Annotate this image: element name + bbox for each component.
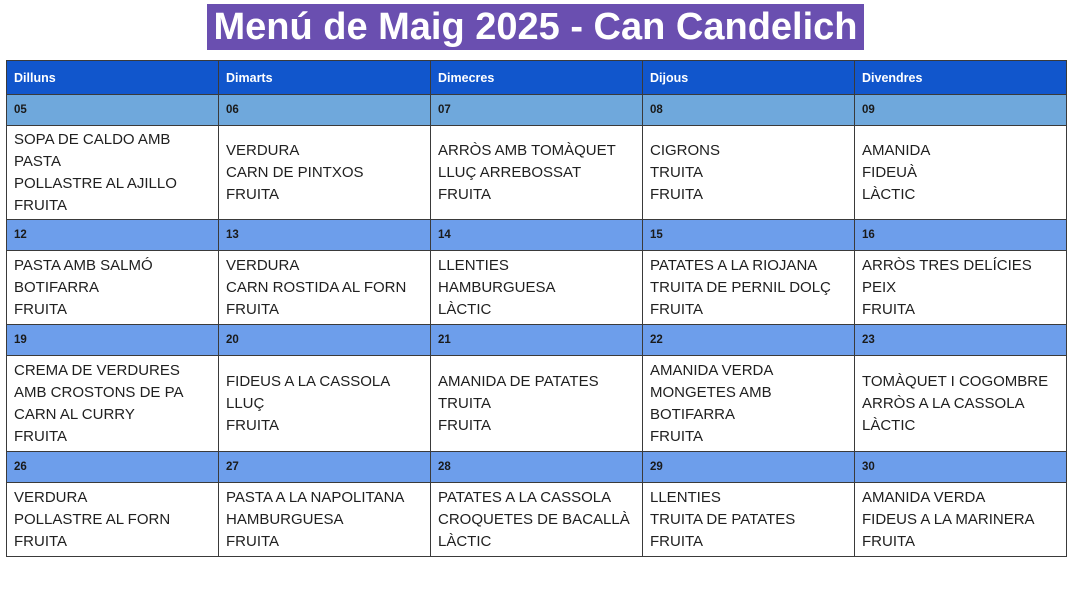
meal-item: TOMÀQUET I COGOMBRE xyxy=(862,372,1049,390)
meal-item: HAMBURGUESA xyxy=(438,278,556,296)
date-cell-wednesday: 07 xyxy=(431,95,643,126)
day-header-wednesday: Dimecres xyxy=(431,61,643,95)
date-cell-monday: 26 xyxy=(7,452,219,483)
meal-item: PATATES A LA RIOJANA xyxy=(650,256,818,274)
meal-item: FRUITA xyxy=(226,532,280,550)
date-row xyxy=(7,325,1067,356)
meal-item: TRUITA DE PATATES xyxy=(650,510,796,528)
meal-item: VERDURA xyxy=(226,141,300,159)
title-wrapper xyxy=(0,4,1071,50)
meal-item: FRUITA xyxy=(438,185,492,203)
date-cell-wednesday: 14 xyxy=(431,220,643,251)
meal-item: BOTIFARRA xyxy=(650,405,736,423)
meal-item: LÀCTIC xyxy=(438,300,492,318)
meal-cell-thursday xyxy=(643,126,855,220)
meal-item: AMANIDA VERDA xyxy=(862,488,986,506)
meal-cell-thursday xyxy=(643,356,855,452)
meal-item: PASTA AMB SALMÓ xyxy=(14,256,153,274)
date-cell-tuesday: 27 xyxy=(219,452,431,483)
meal-item: FRUITA xyxy=(226,300,280,318)
date-cell-monday: 05 xyxy=(7,95,219,126)
meal-item: POLLASTRE AL FORN xyxy=(14,510,171,528)
day-header-thursday: Dijous xyxy=(643,61,855,95)
date-row xyxy=(7,95,1067,126)
meal-item: CREMA DE VERDURES xyxy=(14,361,180,379)
meal-item: FIDEUS A LA CASSOLA xyxy=(226,372,391,390)
meal-cell-tuesday xyxy=(219,251,431,325)
meal-item: ARRÒS A LA CASSOLA xyxy=(862,394,1025,412)
meal-cell-thursday xyxy=(643,483,855,557)
meal-item: CARN ROSTIDA AL FORN xyxy=(226,278,407,296)
meal-item: VERDURA xyxy=(14,488,88,506)
meal-item: PASTA xyxy=(14,152,61,170)
date-cell-tuesday: 06 xyxy=(219,95,431,126)
meal-item: FRUITA xyxy=(650,532,704,550)
day-header-row xyxy=(7,61,1067,95)
meal-item: TRUITA xyxy=(650,163,704,181)
meal-cell-wednesday xyxy=(431,483,643,557)
date-cell-friday: 23 xyxy=(855,325,1067,356)
date-cell-friday: 09 xyxy=(855,95,1067,126)
date-row xyxy=(7,220,1067,251)
meal-item: LLENTIES xyxy=(438,256,509,274)
meal-cell-thursday xyxy=(643,251,855,325)
meal-item: FIDEUS A LA MARINERA xyxy=(862,510,1035,528)
meal-row xyxy=(7,356,1067,452)
meal-item: VERDURA xyxy=(226,256,300,274)
meal-cell-wednesday xyxy=(431,251,643,325)
meal-item: CARN AL CURRY xyxy=(14,405,135,423)
meal-cell-tuesday xyxy=(219,483,431,557)
meal-item: FRUITA xyxy=(14,532,68,550)
meal-item: FRUITA xyxy=(226,185,280,203)
date-cell-friday: 30 xyxy=(855,452,1067,483)
meal-row xyxy=(7,126,1067,220)
meal-item: FIDEUÀ xyxy=(862,163,918,181)
meal-item: CARN DE PINTXOS xyxy=(226,163,364,181)
meal-item: LÀCTIC xyxy=(862,416,916,434)
date-row xyxy=(7,452,1067,483)
meal-item: LLUÇ ARREBOSSAT xyxy=(438,163,582,181)
date-cell-thursday: 15 xyxy=(643,220,855,251)
meal-item: FRUITA xyxy=(226,416,280,434)
day-header-friday: Divendres xyxy=(855,61,1067,95)
meal-item: FRUITA xyxy=(862,532,916,550)
page-title: Menú de Maig 2025 - Can Candelich xyxy=(207,4,863,50)
meal-cell-tuesday xyxy=(219,126,431,220)
date-cell-tuesday: 20 xyxy=(219,325,431,356)
meal-item: BOTIFARRA xyxy=(14,278,100,296)
meal-item: ARRÒS TRES DELÍCIES xyxy=(862,256,1032,274)
meal-item: LLENTIES xyxy=(650,488,721,506)
meal-cell-monday xyxy=(7,356,219,452)
meal-item: TRUITA DE PERNIL DOLÇ xyxy=(650,278,831,296)
meal-cell-friday xyxy=(855,483,1067,557)
meal-item: FRUITA xyxy=(650,427,704,445)
meal-item: LLUÇ xyxy=(226,394,265,412)
day-header-tuesday: Dimarts xyxy=(219,61,431,95)
meal-item: FRUITA xyxy=(650,185,704,203)
date-cell-wednesday: 28 xyxy=(431,452,643,483)
meal-item: POLLASTRE AL AJILLO xyxy=(14,174,177,192)
meal-cell-friday xyxy=(855,356,1067,452)
meal-item: AMANIDA xyxy=(862,141,931,159)
meal-item: ARRÒS AMB TOMÀQUET xyxy=(438,141,616,159)
meal-cell-monday xyxy=(7,251,219,325)
meal-item: SOPA DE CALDO AMB xyxy=(14,130,171,148)
meal-cell-monday xyxy=(7,126,219,220)
meal-item: LÀCTIC xyxy=(862,185,916,203)
meal-item: FRUITA xyxy=(14,300,68,318)
day-header-monday: Dilluns xyxy=(7,61,219,95)
date-cell-thursday: 29 xyxy=(643,452,855,483)
meal-cell-monday xyxy=(7,483,219,557)
meal-item: PEIX xyxy=(862,278,897,296)
date-cell-monday: 19 xyxy=(7,325,219,356)
meal-item: FRUITA xyxy=(862,300,916,318)
meal-item: AMB CROSTONS DE PA xyxy=(14,383,184,401)
meal-item: TRUITA xyxy=(438,394,492,412)
meal-item: FRUITA xyxy=(438,416,492,434)
meal-cell-wednesday xyxy=(431,356,643,452)
meal-item: PASTA A LA NAPOLITANA xyxy=(226,488,405,506)
meal-item: FRUITA xyxy=(650,300,704,318)
meal-item: AMANIDA VERDA xyxy=(650,361,774,379)
date-cell-thursday: 08 xyxy=(643,95,855,126)
meal-cell-wednesday xyxy=(431,126,643,220)
meal-cell-friday xyxy=(855,251,1067,325)
date-cell-monday: 12 xyxy=(7,220,219,251)
date-cell-wednesday: 21 xyxy=(431,325,643,356)
meal-row xyxy=(7,483,1067,557)
date-cell-tuesday: 13 xyxy=(219,220,431,251)
meal-item: CROQUETES DE BACALLÀ xyxy=(438,510,630,528)
meal-cell-friday xyxy=(855,126,1067,220)
meal-item: CIGRONS xyxy=(650,141,721,159)
date-cell-friday: 16 xyxy=(855,220,1067,251)
meal-item: FRUITA xyxy=(14,427,68,445)
meal-item: AMANIDA DE PATATES xyxy=(438,372,599,390)
meal-item: FRUITA xyxy=(14,196,68,214)
menu-table xyxy=(6,60,1067,557)
date-cell-thursday: 22 xyxy=(643,325,855,356)
meal-cell-tuesday xyxy=(219,356,431,452)
meal-row xyxy=(7,251,1067,325)
menu-body xyxy=(7,95,1067,557)
meal-item: HAMBURGUESA xyxy=(226,510,344,528)
meal-item: MONGETES AMB xyxy=(650,383,772,401)
meal-item: LÀCTIC xyxy=(438,532,492,550)
meal-item: PATATES A LA CASSOLA xyxy=(438,488,612,506)
